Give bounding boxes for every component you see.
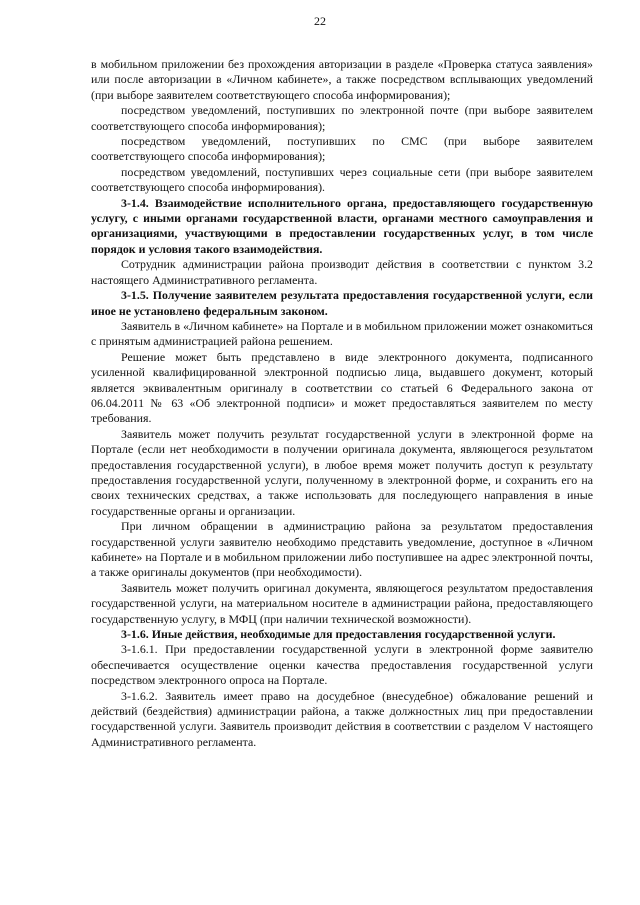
section-heading-3-1-5: 3-1.5. Получение заявителем результата предоставления государственной услуги, если иное не установлено федеральным законом.: [91, 288, 593, 318]
paragraph-notification-mobile-app: в мобильном приложении без прохождения авторизации в разделе «Проверка статуса заявления» или после авторизации в «Личном кабинете», а также посредством всплывающих уведомлений (при выборе заявителем соответствующего способа информирования);: [91, 57, 593, 102]
paragraph-notification-social: посредством уведомлений, поступивших через социальные сети (при выборе заявителем соответствующего способа информирования).: [91, 164, 593, 195]
paragraph-notification-sms: посредством уведомлений, поступивших по СМС (при выборе заявителем соответствующего способа информирования);: [91, 134, 593, 164]
paragraph-administration-actions: Сотрудник администрации района производит действия в соответствии с пунктом 3.2 настоящего Административного регламента.: [91, 257, 593, 287]
paragraph-original-document: Заявитель может получить оригинал документа, являющегося результатом предоставления государственной услуги, на материальном носителе в администрации района, предоставляющего государственную услугу, в МФЦ (при наличии технической возможности).: [91, 580, 593, 626]
section-heading-3-1-4: 3-1.4. Взаимодействие исполнительного органа, предоставляющего государственную услугу, с иными органами государственной власти, органами местного самоуправления и организациями, участвующими в предоставлении государственных услуг, в том числе порядок и условия такого взаимодействия.: [91, 195, 593, 256]
paragraph-3-1-6-1: 3-1.6.1. При предоставлении государственной услуги в электронной форме заявителю обеспечивается осуществление оценки качества предоставления государственной услуги посредством электронного опроса на Портале.: [91, 642, 593, 688]
paragraph-3-1-6-2: 3-1.6.2. Заявитель имеет право на досудебное (внесудебное) обжалование решений и действий (бездействия) администрации района, а также должностных лиц при предоставлении государственной услуги. Заявитель производит действия в соответствии с разделом V настоящего Административного регламента.: [91, 688, 593, 749]
paragraph-personal-visit: При личном обращении в администрацию района за результатом предоставления государственной услуги заявителю необходимо представить уведомление, доступное в «Личном кабинете» на Портале и в мобильном приложении либо поступившее на адрес электронной почты, а также оригиналы документов (при необходимости).: [91, 519, 593, 580]
document-body: [91, 57, 593, 750]
paragraph-electronic-document: Решение может быть представлено в виде электронного документа, подписанного усиленной квалифицированной электронной подписью лица, выдавшего документ, который является эквивалентным оригиналу в соответствии со статьей 6 Федерального закона от 06.04.2011 № 63 «Об электронной подписи» и может предоставляться заявителем по месту требования.: [91, 349, 593, 426]
section-heading-3-1-6: 3-1.6. Иные действия, необходимые для предоставления государственной услуги.: [121, 627, 556, 642]
paragraph-electronic-result: Заявитель может получить результат государственной услуги в электронной форме на Портале (если нет необходимости в получении оригинала документа, являющегося результатом предоставления государственной услуги), в любое время может получить доступ к результату предоставления государственной услуги, полученному в электронной форме, и сохранить его на своих технических средствах, а также использовать для последующего направления в иные государственные органы и организации.: [91, 426, 593, 518]
paragraph-notification-email: посредством уведомлений, поступивших по электронной почте (при выборе заявителем соответствующего способа информирования);: [91, 103, 593, 133]
paragraph-personal-cabinet: Заявитель в «Личном кабинете» на Портале и в мобильном приложении может ознакомиться с принятым администрацией района решением.: [91, 318, 593, 349]
page-number: 22: [314, 14, 326, 28]
